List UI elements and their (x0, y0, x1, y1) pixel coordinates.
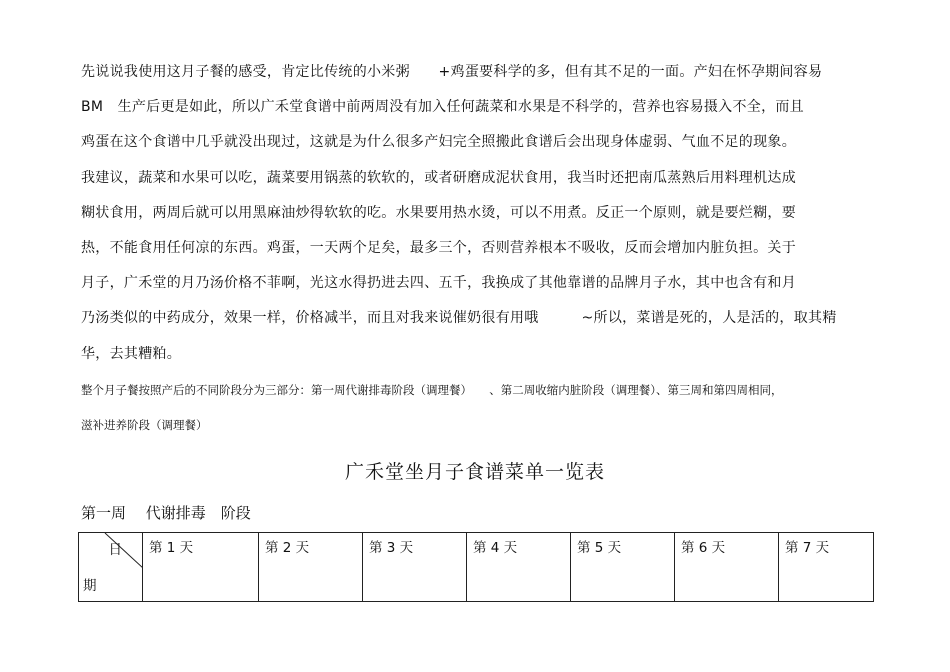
summary-line: 整个月子餐按照产后的不同阶段分为三部分：第一周代谢排毒阶段（调理餐） 、第二周收缩内脏阶段（调理餐）、第三周和第四周相同， (81, 383, 783, 397)
corner-label-top: 日 (108, 542, 122, 558)
day-header-cell: 第 7 天 (779, 533, 874, 602)
menu-table (78, 532, 874, 602)
table-corner-cell (79, 533, 143, 602)
paragraph-line: 乃汤类似的中药成分，效果一样，价格减半，而且对我来说催奶很有用哦 ~所以，菜谱是死的，人是活的，取其精 (81, 310, 837, 327)
paragraph-line: 热，不能食用任何凉的东西。鸡蛋，一天两个足矣，最多三个，否则营养根本不吸收，反而会增加内脏负担。关于 (81, 240, 796, 256)
corner-label-bottom: 期 (83, 578, 97, 594)
day-header-cell: 第 4 天 (467, 533, 571, 602)
paragraph-line: 糊状食用，两周后就可以用黑麻油炒得软软的吃。水果要用热水烫，可以不用煮。反正一个原则，就是要烂糊，要 (81, 204, 796, 221)
summary-line: 滋补进养阶段（调理餐） (81, 418, 208, 432)
table-title: 广禾堂坐月子食谱菜单一览表 (344, 461, 605, 483)
table-row (79, 533, 874, 602)
paragraph-line: 月子，广禾堂的月乃汤价格不菲啊，光这水得扔进去四、五千，我换成了其他靠谱的品牌月子水，其中也含有和月 (81, 275, 796, 292)
week-heading: 第一周 代谢排毒 阶段 (81, 504, 251, 522)
paragraph-line: 先说说我使用这月子餐的感受，肯定比传统的小米粥 +鸡蛋要科学的多，但有其不足的一面。产妇在怀孕期间容易 (81, 64, 823, 80)
day-header-cell: 第 5 天 (571, 533, 675, 602)
day-header-cell: 第 3 天 (363, 533, 467, 602)
day-header-cell: 第 2 天 (259, 533, 363, 602)
day-header-cell: 第 1 天 (143, 533, 259, 602)
paragraph-line: BM 生产后更是如此，所以广禾堂食谱中前两周没有加入任何蔬菜和水果是不科学的，营养也容易摄入不全，而且 (81, 99, 804, 116)
day-header-cell: 第 6 天 (675, 533, 779, 602)
paragraph-line: 华，去其糟粕。 (81, 345, 182, 362)
paragraph-line: 我建议，蔬菜和水果可以吃，蔬菜要用锅蒸的软软的，或者研磨成泥状食用，我当时还把南瓜蒸熟后用料理机达成 (81, 169, 796, 186)
paragraph-line: 鸡蛋在这个食谱中几乎就没出现过，这就是为什么很多产妇完全照搬此食谱后会出现身体虚弱、气血不足的现象。 (81, 134, 796, 151)
